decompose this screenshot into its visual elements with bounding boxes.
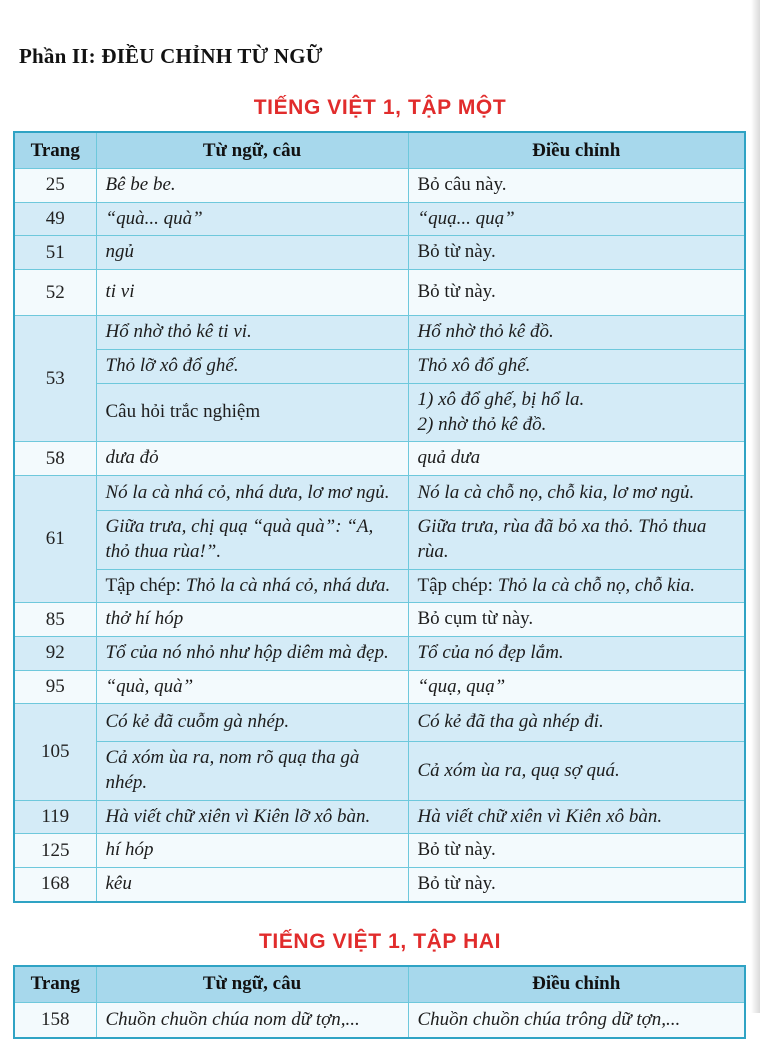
phrase-cell <box>96 834 408 868</box>
phrase-cell <box>96 1002 408 1038</box>
column-header: Từ ngữ, câu <box>96 966 408 1003</box>
page-cell: 125 <box>14 834 96 868</box>
text-line <box>418 805 739 830</box>
adjustment-cell <box>408 868 745 902</box>
text-line <box>418 354 739 379</box>
page-cell: 49 <box>14 202 96 236</box>
adjustment-cell <box>408 670 745 704</box>
adjustment-cell <box>408 476 745 511</box>
table-row <box>14 442 745 476</box>
text-segment: kêu <box>105 873 132 894</box>
page-cell: 52 <box>14 270 96 316</box>
text-line <box>106 446 402 471</box>
table-row <box>14 742 745 800</box>
text-line <box>106 838 402 863</box>
column-header: Trang <box>14 132 96 169</box>
text-segment: Câu hỏi trắc nghiệm <box>105 401 261 423</box>
page-cell: 105 <box>14 704 96 800</box>
header-row <box>14 132 745 169</box>
page-title: Phần II: ĐIỀU CHỈNH TỪ NGỮ <box>19 44 323 68</box>
adjustment-cell <box>408 742 745 800</box>
table-row <box>14 670 745 704</box>
text-line <box>106 280 402 305</box>
text-segment: hí hóp <box>105 839 154 861</box>
correction-table <box>13 965 746 1039</box>
table-row <box>14 384 745 442</box>
phrase-cell <box>96 569 408 603</box>
adjustment-cell <box>408 636 745 670</box>
adjustment-cell <box>408 236 745 270</box>
table-row <box>14 169 745 203</box>
text-line <box>418 207 739 232</box>
phrase-cell <box>96 270 408 316</box>
text-segment: quả dưa <box>417 447 481 469</box>
text-line <box>106 746 402 795</box>
text-line <box>418 607 739 632</box>
adjustment-cell <box>408 270 745 316</box>
phrase-cell <box>96 442 408 476</box>
table-row <box>14 800 745 834</box>
text-line <box>418 872 739 897</box>
table-row <box>14 511 745 569</box>
page-cell: 119 <box>14 800 96 834</box>
adjustment-cell <box>408 511 745 569</box>
table-row <box>14 603 745 637</box>
text-segment: Bê be be. <box>105 174 176 195</box>
text-segment: Bỏ từ này. <box>417 241 496 263</box>
adjustment-cell <box>408 442 745 476</box>
phrase-cell <box>96 476 408 511</box>
table-row <box>14 350 745 384</box>
page-cell: 25 <box>14 169 96 203</box>
phrase-cell <box>96 316 408 350</box>
text-segment: Hà viết chữ xiên vì Kiên lỡ xô bàn. <box>105 805 371 827</box>
adjustment-cell <box>408 169 745 203</box>
adjustment-cell <box>408 316 745 350</box>
text-segment: Có kẻ đã cuỗm gà nhép. <box>105 711 290 733</box>
text-segment: Nó la cà nhá cỏ, nhá dưa, lơ mơ ngủ. <box>105 481 390 503</box>
text-line <box>106 173 402 198</box>
text-segment: Bỏ từ này. <box>417 281 496 303</box>
header-row <box>14 966 745 1003</box>
photo-edge-shading <box>751 0 760 1013</box>
text-segment: Chuồn chuồn chúa nom dữ tợn,... <box>105 1008 360 1030</box>
text-line <box>418 759 739 784</box>
section-heading: TIẾNG VIỆT 1, TẬP MỘT <box>253 96 507 119</box>
text-line <box>106 481 402 506</box>
text-segment: Nó la cà chỗ nọ, chỗ kia, lơ mơ ngủ. <box>417 481 695 503</box>
text-line <box>418 675 739 700</box>
text-segment: “quạ, quạ” <box>417 675 506 697</box>
phrase-cell <box>96 603 408 637</box>
text-line <box>418 574 739 599</box>
text-line <box>106 207 402 232</box>
text-line <box>106 675 402 700</box>
phrase-cell <box>96 236 408 270</box>
phrase-cell <box>96 670 408 704</box>
correction-table <box>13 131 746 903</box>
page-cell: 53 <box>14 316 96 442</box>
text-line <box>418 280 739 305</box>
text-line <box>106 515 402 564</box>
page-cell: 61 <box>14 476 96 603</box>
phrase-cell <box>96 169 408 203</box>
text-line <box>418 515 739 564</box>
column-header: Điều chỉnh <box>408 966 745 1003</box>
text-segment: dưa đỏ <box>105 447 159 469</box>
text-segment: “quà, quà” <box>105 675 194 697</box>
text-line <box>418 1008 739 1033</box>
text-line <box>106 872 402 897</box>
text-line <box>418 481 739 506</box>
phrase-cell <box>96 868 408 902</box>
text-line <box>106 574 402 599</box>
text-line <box>106 240 402 265</box>
text-line <box>418 240 739 265</box>
text-segment: Tổ của nó đẹp lắm. <box>417 641 564 663</box>
text-line <box>106 805 402 830</box>
table-row <box>14 270 745 316</box>
text-line <box>106 320 402 345</box>
adjustment-cell <box>408 1002 745 1038</box>
table-row <box>14 569 745 603</box>
page-cell: 92 <box>14 636 96 670</box>
adjustment-cell <box>408 834 745 868</box>
text-segment: Tập chép: <box>105 574 186 596</box>
text-line <box>106 607 402 632</box>
text-line <box>418 710 739 735</box>
text-segment: ngủ <box>105 241 134 263</box>
adjustment-cell <box>408 202 745 236</box>
page-cell: 58 <box>14 442 96 476</box>
phrase-cell <box>96 742 408 800</box>
text-segment: Thỏ xô đổ ghế. <box>417 355 531 377</box>
text-segment: thở hí hóp <box>105 608 184 630</box>
page-cell: 158 <box>14 1002 96 1038</box>
text-segment: Giữa trưa, rùa đã bỏ xa thỏ. Thỏ thua rùa. <box>417 516 707 562</box>
text-segment: Thỏ la cà nhá cỏ, nhá dưa. <box>185 574 391 596</box>
column-header: Trang <box>14 966 96 1003</box>
table-row <box>14 636 745 670</box>
text-segment: Bỏ câu này. <box>417 174 507 195</box>
table-row <box>14 236 745 270</box>
table-row <box>14 868 745 902</box>
phrase-cell <box>96 350 408 384</box>
text-segment: “quạ... quạ” <box>417 207 515 229</box>
text-segment: Hà viết chữ xiên vì Kiên xô bàn. <box>417 805 663 827</box>
text-line <box>418 413 739 438</box>
text-line <box>106 641 402 666</box>
text-segment: “quà... quà” <box>105 207 203 229</box>
adjustment-cell <box>408 569 745 603</box>
column-header: Điều chỉnh <box>408 132 745 169</box>
page-cell: 95 <box>14 670 96 704</box>
text-segment: 2) nhờ thỏ kê đồ. <box>417 413 547 435</box>
text-segment: Bỏ từ này. <box>417 839 496 861</box>
text-line <box>106 710 402 735</box>
text-line <box>418 388 739 413</box>
text-segment: Thỏ la cà chỗ nọ, chỗ kia. <box>497 574 696 596</box>
phrase-cell <box>96 202 408 236</box>
text-segment: Giữa trưa, chị quạ “quà quà”: “A, thỏ thua rùa!”. <box>105 516 374 562</box>
text-segment: Tổ của nó nhỏ như hộp diêm mà đẹp. <box>105 641 389 663</box>
text-segment: Bỏ từ này. <box>417 873 496 894</box>
text-segment: Hổ nhờ thỏ kê đồ. <box>417 321 554 343</box>
adjustment-cell <box>408 384 745 442</box>
table-row <box>14 834 745 868</box>
section-heading: TIẾNG VIỆT 1, TẬP HAI <box>258 929 502 953</box>
text-segment: Cả xóm ùa ra, nom rõ quạ tha gà nhép. <box>105 747 360 793</box>
text-line <box>106 1008 402 1033</box>
text-segment: Chuồn chuồn chúa trông dữ tợn,... <box>417 1008 681 1030</box>
phrase-cell <box>96 511 408 569</box>
phrase-cell <box>96 636 408 670</box>
text-line <box>106 400 402 425</box>
table-row <box>14 202 745 236</box>
phrase-cell <box>96 384 408 442</box>
column-header: Từ ngữ, câu <box>96 132 408 169</box>
text-line <box>418 446 739 471</box>
text-line <box>106 354 402 379</box>
table-row <box>14 1002 745 1038</box>
text-segment: Tập chép: <box>417 574 498 596</box>
text-segment: Cả xóm ùa ra, quạ sợ quá. <box>417 759 620 781</box>
sections-container <box>13 96 747 1039</box>
phrase-cell <box>96 800 408 834</box>
table-row <box>14 476 745 511</box>
text-segment: Hổ nhờ thỏ kê ti vi. <box>105 321 252 343</box>
text-segment: 1) xô đổ ghế, bị hổ la. <box>417 389 585 411</box>
text-segment: Thỏ lỡ xô đổ ghế. <box>105 355 239 377</box>
adjustment-cell <box>408 704 745 742</box>
page-cell: 85 <box>14 603 96 637</box>
text-segment: Bỏ cụm từ này. <box>417 608 534 630</box>
page-cell: 51 <box>14 236 96 270</box>
adjustment-cell <box>408 800 745 834</box>
text-segment: ti vi <box>105 281 135 303</box>
text-line <box>418 641 739 666</box>
table-row <box>14 316 745 350</box>
text-line <box>418 838 739 863</box>
text-line <box>418 320 739 345</box>
table-row <box>14 704 745 742</box>
text-line <box>418 173 739 198</box>
phrase-cell <box>96 704 408 742</box>
adjustment-cell <box>408 350 745 384</box>
adjustment-cell <box>408 603 745 637</box>
text-segment: Có kẻ đã tha gà nhép đi. <box>417 711 604 733</box>
page-cell: 168 <box>14 868 96 902</box>
